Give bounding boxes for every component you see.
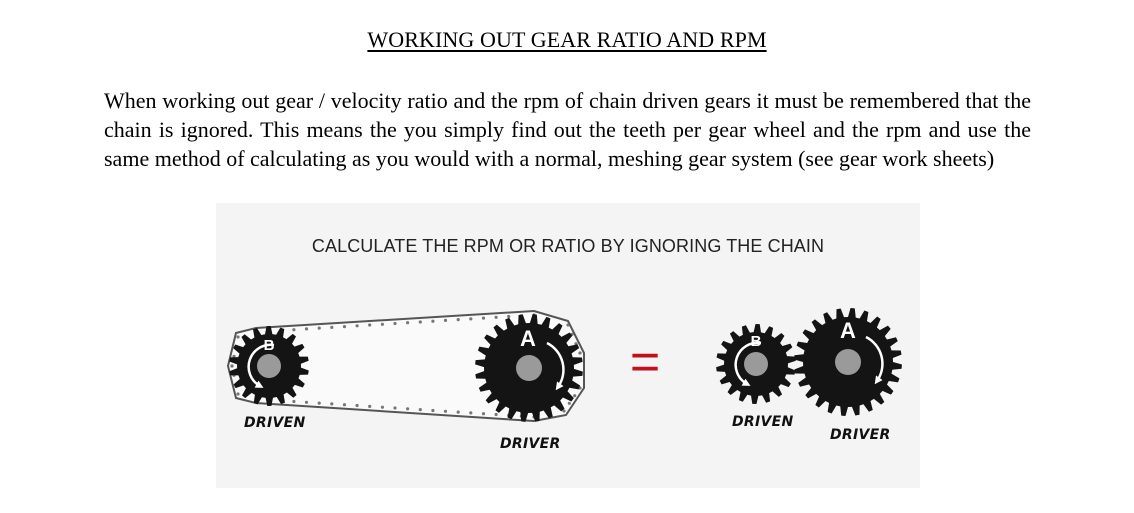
chain-link — [343, 403, 346, 406]
driver-label: DRIVER — [500, 436, 561, 452]
chain-link — [343, 325, 346, 328]
chain-link — [419, 320, 422, 323]
chain-link — [507, 315, 510, 318]
chain-link — [305, 401, 308, 404]
chain-link — [356, 324, 359, 327]
chain-link — [431, 320, 434, 323]
chain-link — [457, 411, 460, 414]
hub-icon — [744, 352, 768, 376]
hub-icon — [257, 354, 281, 378]
chain-link — [292, 328, 295, 331]
chain-link — [419, 408, 422, 411]
chain-link — [406, 321, 409, 324]
chain-link — [393, 406, 396, 409]
chain-link — [566, 323, 569, 326]
chain-link — [368, 323, 371, 326]
driver-label: DRIVER — [830, 427, 891, 443]
chain-link — [368, 405, 371, 408]
chain-link — [330, 402, 333, 405]
page-title: WORKING OUT GEAR RATIO AND RPM — [367, 27, 767, 52]
chain-link — [318, 327, 321, 330]
body-paragraph: When working out gear / velocity ratio and the rpm of chain driven gears it must be remembered that the chain is ignored. This means the you simply find out the teeth per gear wheel and the rpm and use the same method of calculating as you would with a normal, meshing gear system (see gear work sheets) — [104, 88, 1031, 171]
chain-link — [431, 409, 434, 412]
chain-link — [469, 317, 472, 320]
chain-link — [393, 322, 396, 325]
equals-sign: = — [629, 333, 661, 391]
chain-link — [356, 404, 359, 407]
chain-link — [495, 413, 498, 416]
driven-label: DRIVEN — [244, 415, 306, 431]
chain-link — [236, 335, 239, 338]
gear-letter-a: A — [520, 326, 536, 351]
figure-caption: CALCULATE THE RPM OR RATIO BY IGNORING THE CHAIN — [311, 236, 825, 256]
chain-link — [573, 394, 576, 397]
chain-link — [444, 410, 447, 413]
gear-letter-b: B — [750, 333, 762, 350]
chain-link — [568, 402, 571, 405]
chain-link — [318, 402, 321, 405]
chain-link — [230, 364, 233, 367]
gear-diagram — [216, 203, 920, 488]
chain-link — [482, 412, 485, 415]
chain-link — [406, 407, 409, 410]
hub-icon — [835, 349, 861, 375]
chain-link — [457, 318, 460, 321]
chain-link — [578, 351, 581, 354]
chain-link — [444, 319, 447, 322]
chain-link — [469, 411, 472, 414]
chain-link — [482, 317, 485, 320]
hub-icon — [516, 355, 542, 381]
chain-link — [495, 316, 498, 319]
chain-link — [292, 400, 295, 403]
chain-link — [305, 327, 308, 330]
chain-link — [330, 326, 333, 329]
chain-link — [381, 323, 384, 326]
chain-link — [236, 392, 239, 395]
gear-letter-b: B — [263, 337, 275, 354]
driven-label: DRIVEN — [732, 414, 794, 430]
gear-letter-a: A — [840, 318, 856, 343]
chain-link — [381, 406, 384, 409]
